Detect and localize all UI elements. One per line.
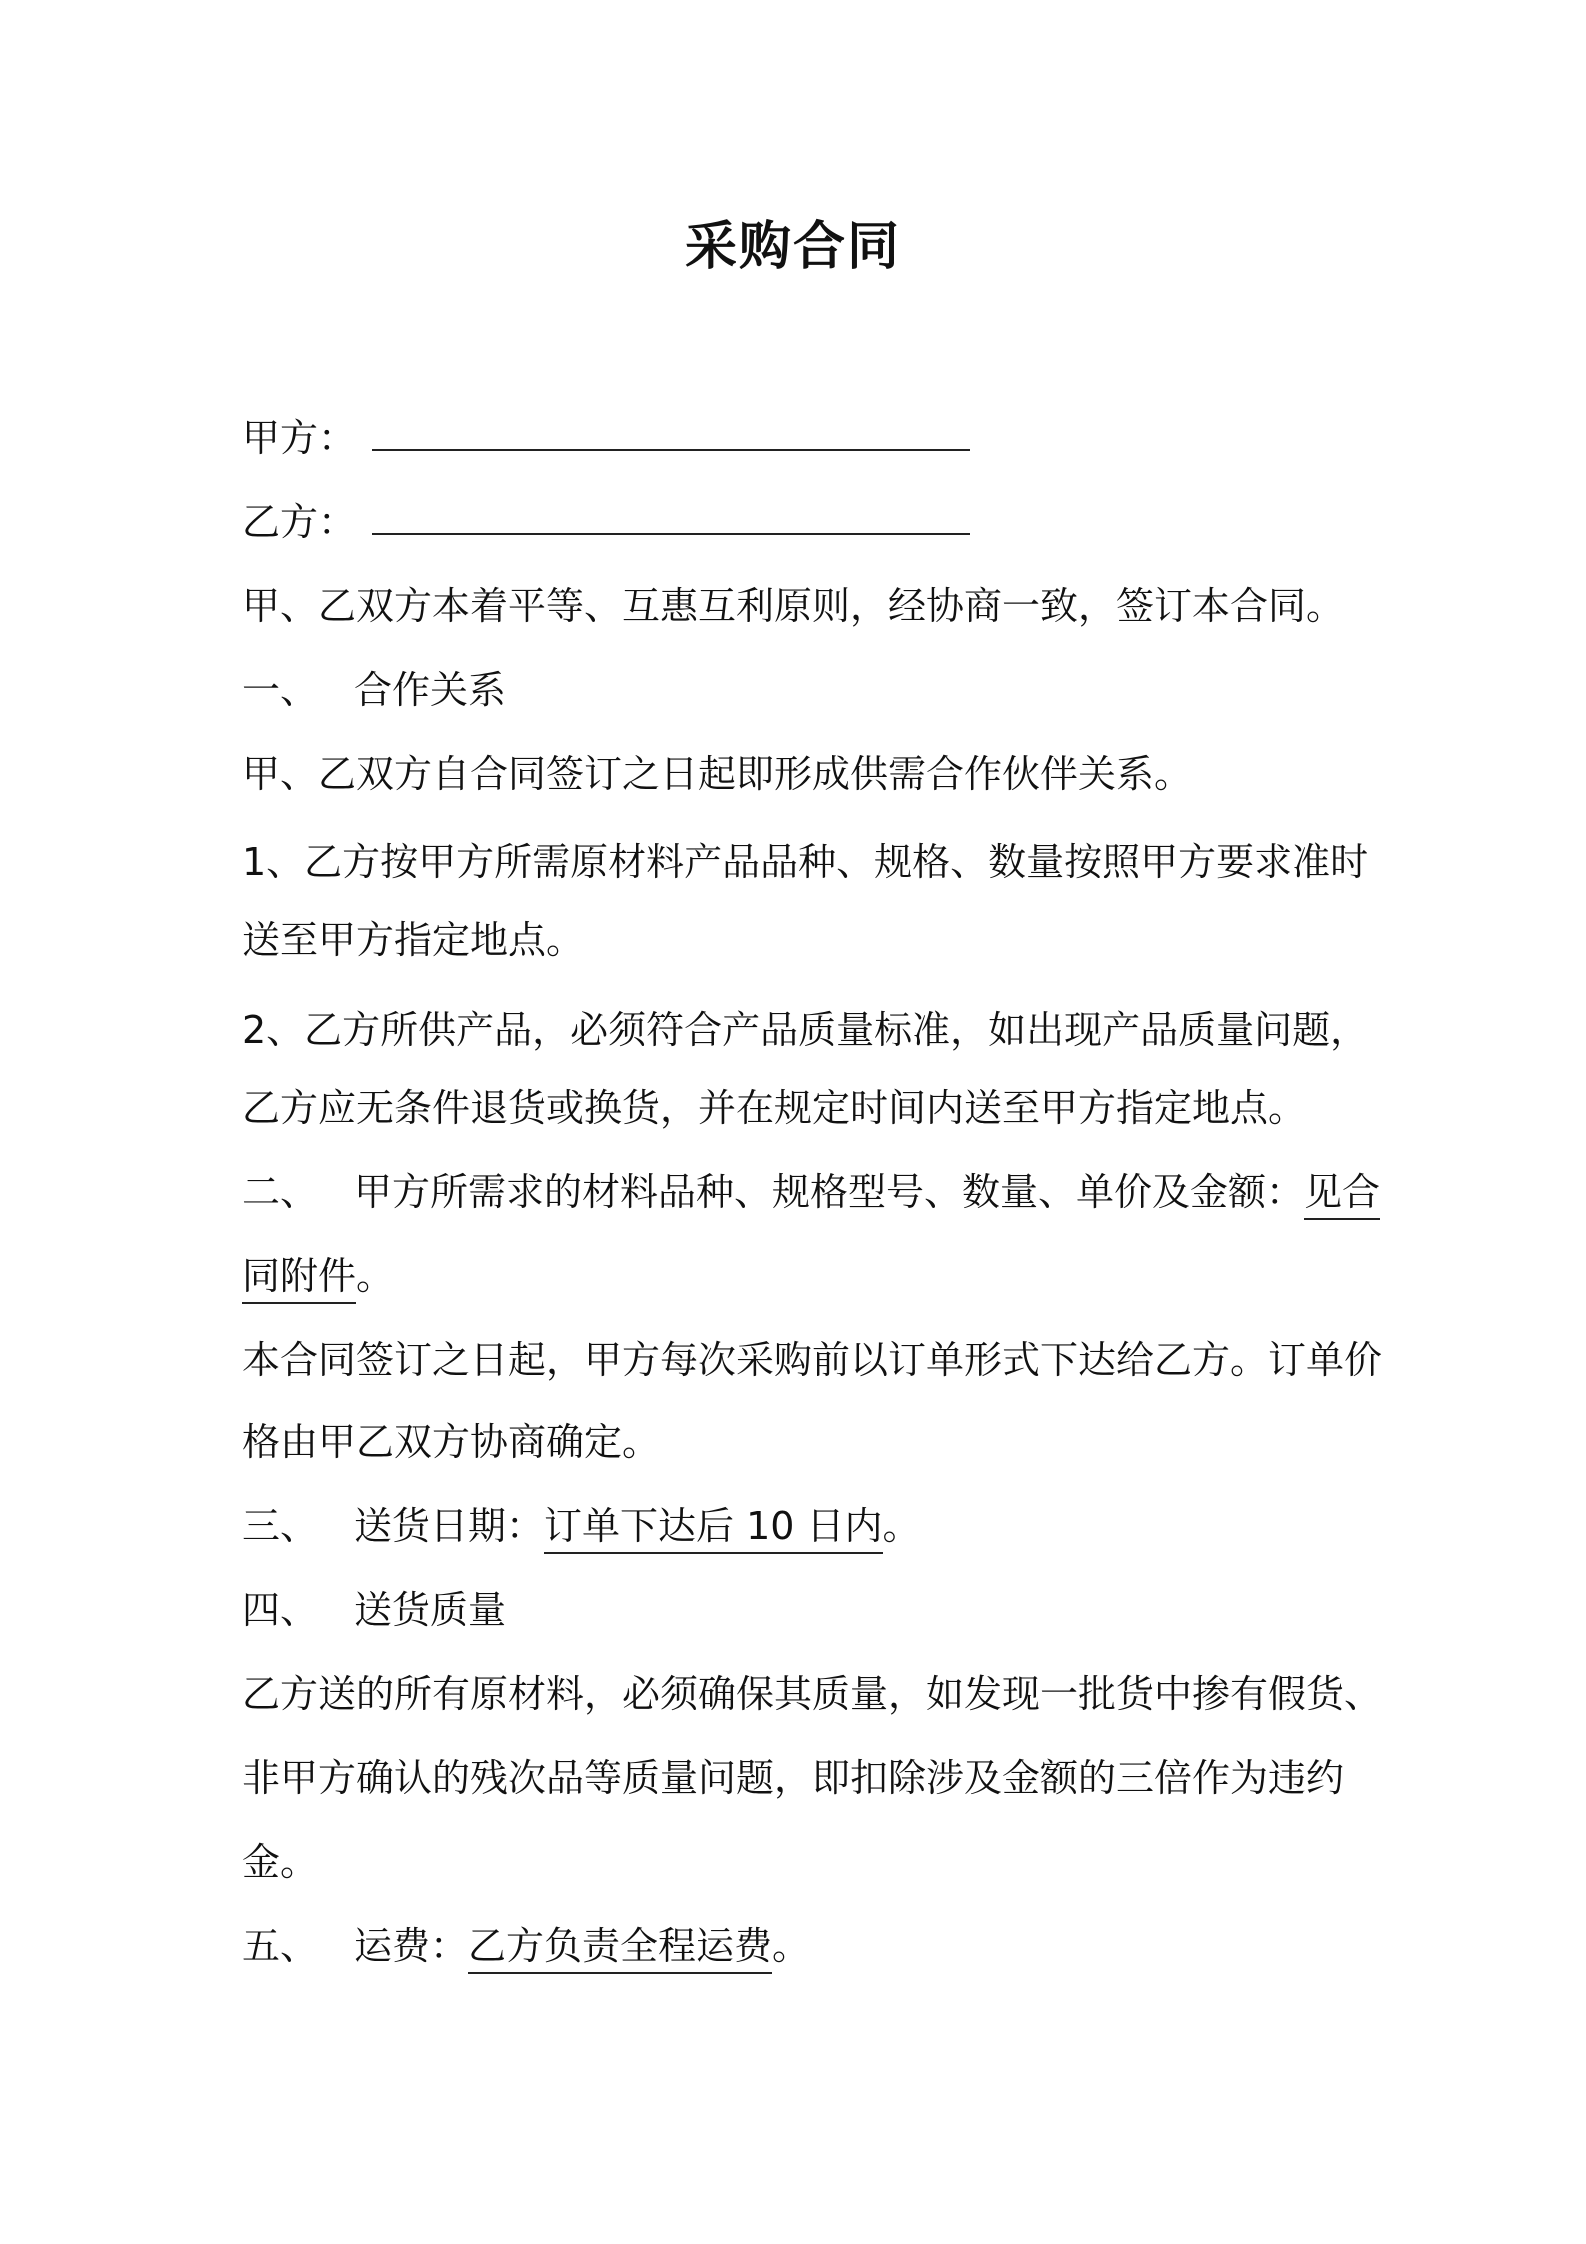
section-4-text-line-1: 乙方送的所有原材料，必须确保其质量，如发现一批货中掺有假货、 bbox=[242, 1672, 1383, 1716]
section-1-item-1-line-2: 送至甲方指定地点。 bbox=[242, 918, 585, 962]
document-title: 采购合同 bbox=[684, 217, 901, 277]
section-1-item-1-line-1: 1、乙方按甲方所需原材料产品品种、规格、数量按照甲方要求准时 bbox=[242, 840, 1369, 884]
party-b-label: 乙方： bbox=[242, 500, 357, 544]
party-b-row bbox=[242, 494, 970, 550]
preamble: 甲、乙双方本着平等、互惠互利原则，经协商一致，签订本合同。 bbox=[242, 584, 1345, 628]
section-4-text-line-3: 金。 bbox=[242, 1840, 319, 1884]
party-a-label: 甲方： bbox=[242, 416, 357, 460]
section-2-number: 二、 bbox=[242, 1170, 319, 1214]
section-4-title: 送货质量 bbox=[354, 1588, 507, 1632]
freight-value: 乙方负责全程运费 bbox=[468, 1924, 772, 1974]
section-1-item-2-line-2: 乙方应无条件退货或换货，并在规定时间内送至甲方指定地点。 bbox=[242, 1086, 1307, 1130]
section-1-number: 一、 bbox=[242, 668, 319, 712]
section-1-item-2-line-1: 2、乙方所供产品，必须符合产品质量标准，如出现产品质量问题， bbox=[242, 1008, 1369, 1052]
section-1-title: 合作关系 bbox=[354, 668, 507, 712]
section-3-row bbox=[242, 1498, 921, 1554]
section-5-label: 运费： bbox=[354, 1924, 469, 1968]
section-5-end: 。 bbox=[772, 1924, 811, 1968]
section-2-reference-end: 。 bbox=[356, 1254, 395, 1298]
section-2-text-line-2: 格由甲乙双方协商确定。 bbox=[242, 1420, 661, 1464]
section-2-reference-part-2: 同附件 bbox=[242, 1254, 356, 1304]
section-1-heading bbox=[242, 662, 506, 718]
section-3-label: 送货日期： bbox=[354, 1504, 545, 1548]
party-b-blank-field bbox=[372, 497, 970, 535]
section-5-row bbox=[242, 1918, 810, 1974]
section-3-number: 三、 bbox=[242, 1504, 319, 1548]
section-4-heading bbox=[242, 1582, 506, 1638]
section-5-number: 五、 bbox=[242, 1924, 319, 1968]
party-a-blank-field bbox=[372, 413, 970, 451]
section-2-title: 甲方所需求的材料品种、规格型号、数量、单价及金额： bbox=[354, 1170, 1305, 1214]
section-2-reference-part-1: 见合 bbox=[1304, 1170, 1380, 1220]
delivery-date-value: 订单下达后 10 日内 bbox=[544, 1504, 883, 1554]
section-4-number: 四、 bbox=[242, 1588, 319, 1632]
section-2-text-line-1: 本合同签订之日起，甲方每次采购前以订单形式下达给乙方。订单价 bbox=[242, 1338, 1383, 1382]
party-a-row bbox=[242, 410, 970, 466]
section-4-text-line-2: 非甲方确认的残次品等质量问题，即扣除涉及金额的三倍作为违约 bbox=[242, 1756, 1345, 1800]
section-2-heading bbox=[242, 1164, 1380, 1220]
section-2-reference-line-2 bbox=[242, 1248, 394, 1304]
section-3-end: 。 bbox=[882, 1504, 921, 1548]
section-1-text: 甲、乙双方自合同签订之日起即形成供需合作伙伴关系。 bbox=[242, 752, 1193, 796]
